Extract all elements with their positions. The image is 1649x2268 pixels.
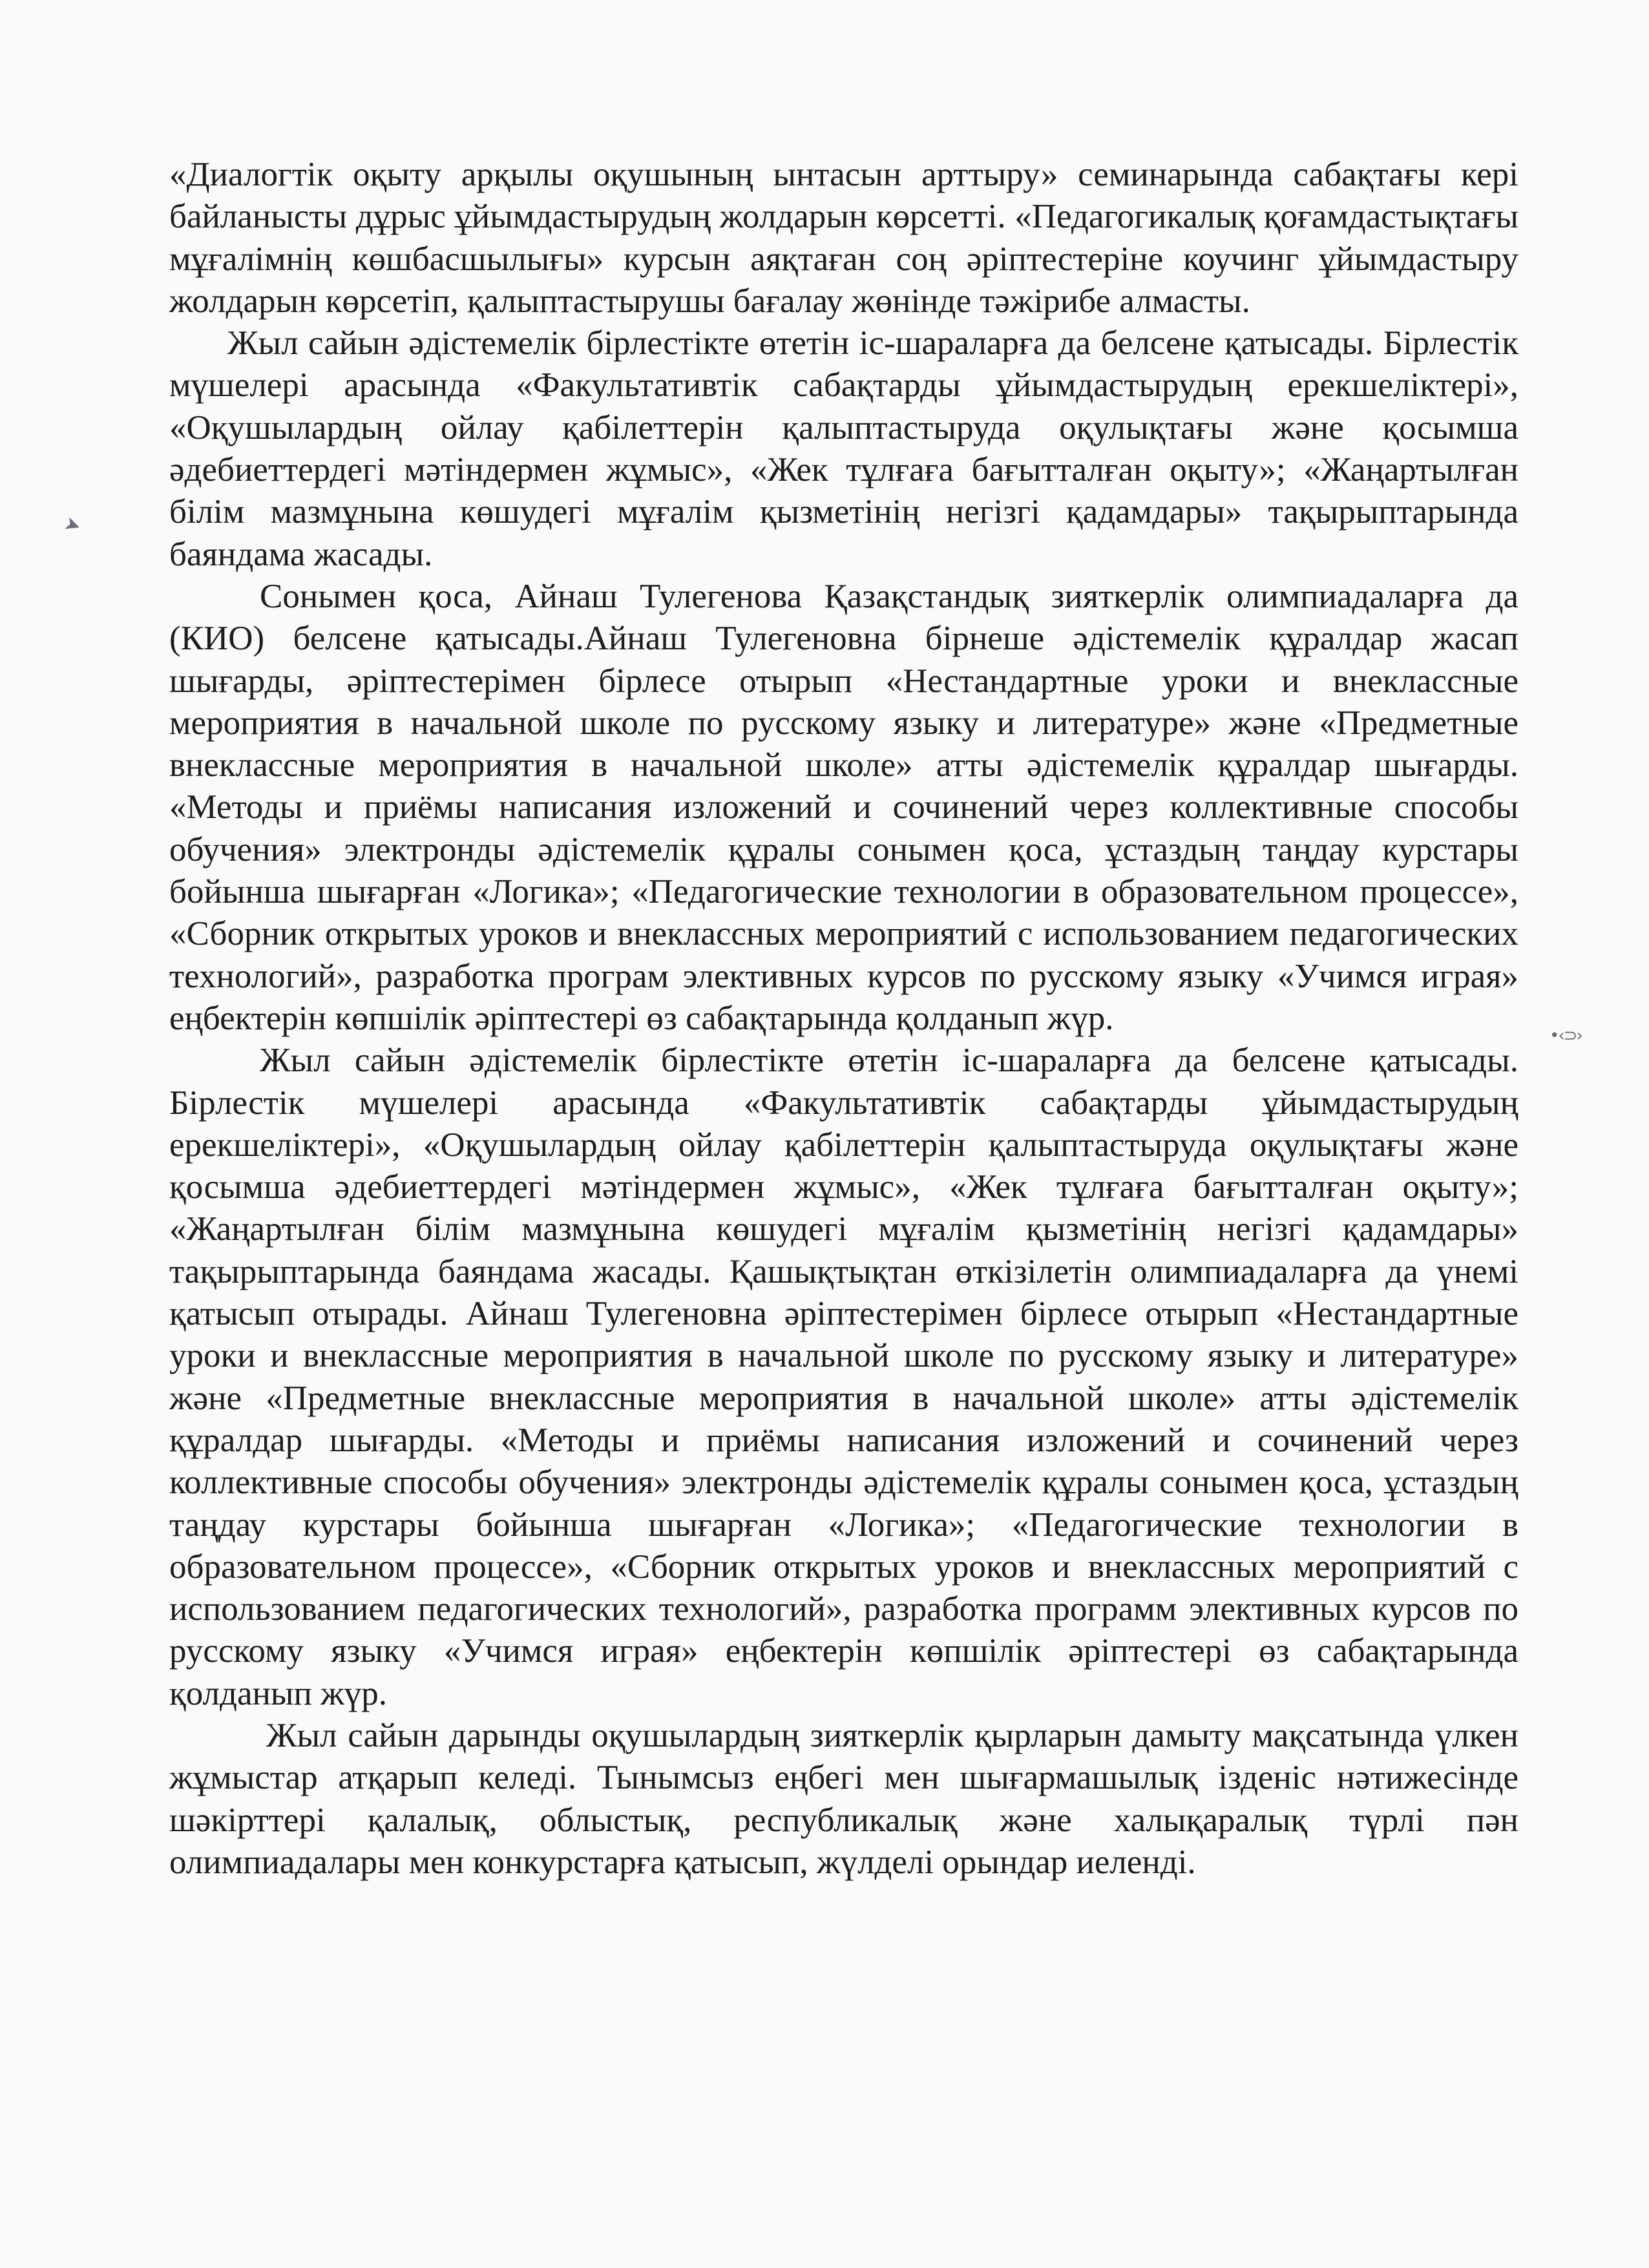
scan-margin-mark-right: •‹⊃› (1549, 1026, 1582, 1045)
document-body (169, 154, 1518, 1884)
paragraph-methodical-association: Жыл сайын әдістемелік бірлестікте өтетін іс-шараларға да белсене қатысады. Бірлестік мүшелері арасында «Факультативтік сабақтарды ұйымдастырудың ерекшеліктері», «Оқушылардың ойлау қабілеттерін қалыптастыруда оқулықтағы және қосымша әдебиеттердегі мәтіндермен жұмыс», «Жек тұлғаға бағытталған оқыту»; «Жаңартылған білім мазмұнына көшудегі мұғалім қызметінің негізгі қадамдары» тақырыптарында баяндама жасады. (169, 324, 1518, 573)
paragraph-methodical-association-repeat: Жыл сайын әдістемелік бірлестікте өтетін іс-шараларға да белсене қатысады. Бірлестік мүшелері арасында «Факультативтік сабақтарды ұйымдастырудың ерекшеліктері», «Оқушылардың ойлау қабілеттерін қалыптастыруда оқулықтағы және қосымша әдебиеттердегі мәтіндермен жұмыс», «Жек тұлғаға бағытталған оқыту»; «Жаңартылған білім мазмұнына көшудегі мұғалім қызметінің негізгі қадамдары» тақырыптарында баяндама жасады. Қашықтықтан өткізілетін олимпиадаларға да үнемі қатысып отырады. Айнаш Тулегеновна әріптестерімен бірлесе отырып «Нестандартные уроки и внеклассные мероприятия в начальной школе по русскому языку и литературе» және «Предметные внеклассные мероприятия в начальной школе» атты әдістемелік құралдар шығарды. «Методы и приёмы написания изложений и сочинений через коллективные способы обучения» электронды әдістемелік құралы сонымен қоса, ұстаздың таңдау курстары бойынша шығарған «Логика»; «Педагогические технологии в образовательном процессе», «Сборник открытых уроков и внеклассных мероприятий с использованием педагогических технологий», разработка программ элективных курсов по русскому языку «Учимся играя» еңбектерін көпшілік әріптестері өз сабақтарында қолданып жүр. (169, 1042, 1518, 1712)
scan-margin-mark-left: ➤ (61, 511, 85, 539)
paragraph-kio-olympiad: Сонымен қоса, Айнаш Тулегенова Қазақстандық зияткерлік олимпиадаларға да (КИО) белсене қатысады.Айнаш Тулегеновна бірнеше әдістемелік құралдар жасап шығарды, әріптестерімен бірлесе отырып «Нестандартные уроки и внеклассные мероприятия в начальной школе по русскому языку и литературе» және «Предметные внеклассные мероприятия в начальной школе» атты әдістемелік құралдар шығарды. «Методы и приёмы написания изложений и сочинений через коллективные способы обучения» электронды әдістемелік құралы сонымен қоса, ұстаздың таңдау курстары бойынша шығарған «Логика»; «Педагогические технологии в образовательном процессе», «Сборник открытых уроков и внеклассных мероприятий с использованием педагогических технологий», разработка програм элективных курсов по русскому языку «Учимся играя» еңбектерін көпшілік әріптестері өз сабақтарында қолданып жүр. (169, 577, 1518, 1037)
paragraph-gifted-students: Жыл сайын дарынды оқушылардың зияткерлік қырларын дамыту мақсатында үлкен жұмыстар атқарып келеді. Тынымсыз еңбегі мен шығармашылық ізденіс нәтижесінде шәкірттері қалалық, облыстық, республикалық және халықаралық түрлі пән олимпиадалары мен конкурстарға қатысып, жүлделі орындар иеленді. (169, 1716, 1518, 1881)
paragraph-dialogic-teaching: «Диалогтік оқыту арқылы оқушының ынтасын арттыру» семинарында сабақтағы кері байланысты дұрыс ұйымдастырудың жолдарын көрсетті. «Педагогикалық қоғамдастықтағы мұғалімнің көшбасшылығы» курсын аяқтаған соң әріптестеріне коучинг ұйымдастыру жолдарын көрсетіп, қалыптастырушы бағалау жөнінде тәжірибе алмасты. (169, 156, 1518, 320)
